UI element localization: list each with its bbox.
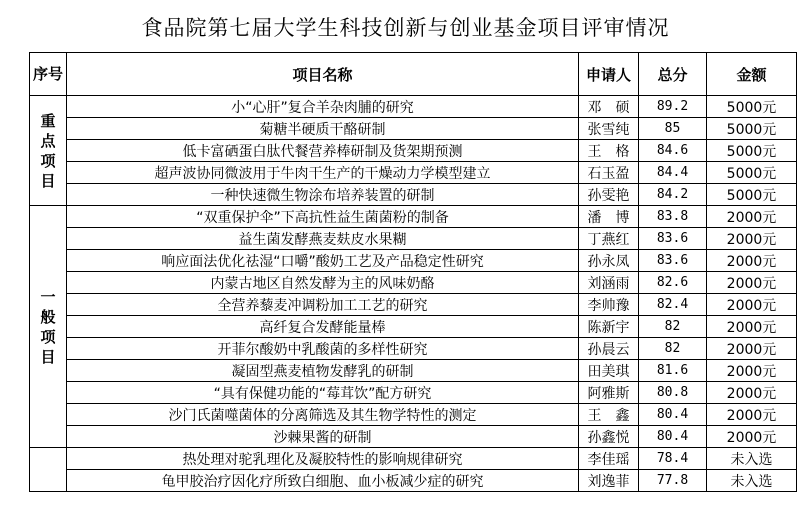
applicant-cell: 孙鑫悦 — [579, 426, 639, 448]
amount-cell: 未入选 — [707, 448, 797, 470]
header-seq: 序号 — [30, 53, 67, 96]
project-name-cell: 高纤复合发酵能量棒 — [67, 316, 579, 338]
score-cell: 80.8 — [639, 382, 707, 404]
project-name-cell: 益生菌发酵燕麦麸皮水果糊 — [67, 228, 579, 250]
amount-cell: 2000元 — [707, 250, 797, 272]
amount-cell: 5000元 — [707, 162, 797, 184]
project-name-cell: 一种快速微生物涂布培养装置的研制 — [67, 184, 579, 206]
table-header-row — [30, 53, 797, 96]
applicant-cell: 刘涵雨 — [579, 272, 639, 294]
applicant-cell: 陈新宇 — [579, 316, 639, 338]
amount-cell: 2000元 — [707, 316, 797, 338]
table-row — [30, 382, 797, 404]
score-cell: 82.4 — [639, 294, 707, 316]
amount-cell: 2000元 — [707, 404, 797, 426]
score-cell: 77.8 — [639, 470, 707, 492]
page-title: 食品院第七届大学生科技创新与创业基金项目评审情况 — [141, 16, 670, 40]
score-cell: 78.4 — [639, 448, 707, 470]
table-row — [30, 360, 797, 382]
header-amount: 金额 — [707, 53, 797, 96]
header-name: 项目名称 — [67, 53, 579, 96]
table-row — [30, 448, 797, 470]
table-row — [30, 470, 797, 492]
score-cell: 82 — [639, 338, 707, 360]
applicant-cell: 张雪纯 — [579, 118, 639, 140]
score-cell: 80.4 — [639, 426, 707, 448]
score-cell: 82 — [639, 316, 707, 338]
header-score: 总分 — [639, 53, 707, 96]
amount-cell: 2000元 — [707, 206, 797, 228]
amount-cell: 2000元 — [707, 360, 797, 382]
table-row — [30, 118, 797, 140]
applicant-cell: 丁燕红 — [579, 228, 639, 250]
amount-cell: 2000元 — [707, 382, 797, 404]
table-row — [30, 96, 797, 118]
score-cell: 84.4 — [639, 162, 707, 184]
applicant-cell: 刘逸菲 — [579, 470, 639, 492]
project-name-cell: 凝固型燕麦植物发酵乳的研制 — [67, 360, 579, 382]
table-row — [30, 294, 797, 316]
amount-cell: 2000元 — [707, 228, 797, 250]
applicant-cell: 石玉盈 — [579, 162, 639, 184]
amount-cell: 2000元 — [707, 338, 797, 360]
project-name-cell: “双重保护伞”下高抗性益生菌菌粉的制备 — [67, 206, 579, 228]
project-name-cell: 龟甲胶治疗因化疗所致白细胞、血小板减少症的研究 — [67, 470, 579, 492]
applicant-cell: 田美琪 — [579, 360, 639, 382]
amount-cell: 2000元 — [707, 426, 797, 448]
score-cell: 80.4 — [639, 404, 707, 426]
table-row — [30, 404, 797, 426]
score-cell: 85 — [639, 118, 707, 140]
project-name-cell: 响应面法优化祛湿“口嚼”酸奶工艺及产品稳定性研究 — [67, 250, 579, 272]
project-name-cell: 低卡富硒蛋白肽代餐营养棒研制及货架期预测 — [67, 140, 579, 162]
amount-cell: 2000元 — [707, 294, 797, 316]
amount-cell: 2000元 — [707, 272, 797, 294]
table-row — [30, 316, 797, 338]
score-cell: 81.6 — [639, 360, 707, 382]
project-name-cell: 开菲尔酸奶中乳酸菌的多样性研究 — [67, 338, 579, 360]
applicant-cell: 孙永凤 — [579, 250, 639, 272]
project-name-cell: 沙棘果酱的研制 — [67, 426, 579, 448]
applicant-cell: 邓 硕 — [579, 96, 639, 118]
table-row — [30, 338, 797, 360]
applicant-cell: 孙雯艳 — [579, 184, 639, 206]
amount-cell: 未入选 — [707, 470, 797, 492]
score-cell: 84.2 — [639, 184, 707, 206]
table-row — [30, 272, 797, 294]
applicant-cell: 王 鑫 — [579, 404, 639, 426]
score-cell: 83.8 — [639, 206, 707, 228]
table-row — [30, 206, 797, 228]
project-name-cell: 沙门氏菌噬菌体的分离筛选及其生物学特性的测定 — [67, 404, 579, 426]
applicant-cell: 李佳瑶 — [579, 448, 639, 470]
table-row — [30, 140, 797, 162]
applicant-cell: 李帅豫 — [579, 294, 639, 316]
score-cell: 83.6 — [639, 250, 707, 272]
applicant-cell: 王 格 — [579, 140, 639, 162]
amount-cell: 5000元 — [707, 140, 797, 162]
table-row — [30, 250, 797, 272]
review-table — [29, 52, 797, 492]
project-name-cell: “具有保健功能的“莓茸饮”配方研究 — [67, 382, 579, 404]
project-name-cell: 内蒙古地区自然发酵为主的风味奶酪 — [67, 272, 579, 294]
category-cell: 重 点 项 目 — [30, 96, 67, 206]
score-cell: 89.2 — [639, 96, 707, 118]
applicant-cell: 潘 博 — [579, 206, 639, 228]
table-row — [30, 162, 797, 184]
score-cell: 84.6 — [639, 140, 707, 162]
project-name-cell: 菊糖半硬质干酪研制 — [67, 118, 579, 140]
project-name-cell: 超声波协同微波用于牛肉干生产的干燥动力学模型建立 — [67, 162, 579, 184]
table-row — [30, 228, 797, 250]
amount-cell: 5000元 — [707, 184, 797, 206]
applicant-cell: 孙晨云 — [579, 338, 639, 360]
score-cell: 83.6 — [639, 228, 707, 250]
applicant-cell: 阿雅斯 — [579, 382, 639, 404]
category-cell — [30, 448, 67, 492]
header-applicant: 申请人 — [579, 53, 639, 96]
project-name-cell: 全营养藜麦冲调粉加工工艺的研究 — [67, 294, 579, 316]
table-row — [30, 184, 797, 206]
project-name-cell: 热处理对驼乳理化及凝胶特性的影响规律研究 — [67, 448, 579, 470]
score-cell: 82.6 — [639, 272, 707, 294]
table-row — [30, 426, 797, 448]
amount-cell: 5000元 — [707, 118, 797, 140]
table-body — [30, 96, 797, 492]
category-cell: 一 般 项 目 — [30, 206, 67, 448]
project-name-cell: 小“心肝”复合羊杂肉脯的研究 — [67, 96, 579, 118]
amount-cell: 5000元 — [707, 96, 797, 118]
